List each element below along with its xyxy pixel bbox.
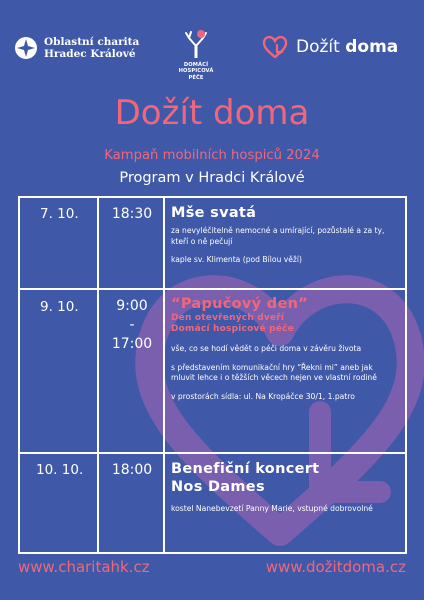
row2-title: “Papučový den” <box>171 296 309 312</box>
row2-paragraph-1: vše, co se hodí vědět o péči doma v závěru života <box>171 344 362 353</box>
row1-place: kaple sv. Klimenta (pod Bílou věží) <box>171 255 302 264</box>
row2-time-separator: - <box>129 317 135 333</box>
charita-cross-icon <box>14 36 38 60</box>
dozit-doma-logo <box>262 35 398 59</box>
row3-title-line2: Nos Dames <box>171 479 265 495</box>
row2-subtitle-2: Domácí hospicové péče <box>171 324 294 334</box>
hospic-name-line3: PÉČE <box>188 74 204 81</box>
table-divider-1 <box>97 196 99 554</box>
row3-time: 18:00 <box>111 462 153 478</box>
tree-icon <box>181 30 211 60</box>
row2-time-end: 17:00 <box>111 336 153 352</box>
row3-description: kostel Nanebevzetí Panny Marie, vstupné dobrovolné <box>171 504 373 513</box>
footer-link-dozitdoma[interactable]: www.dožitdoma.cz <box>265 558 406 576</box>
schedule-table <box>18 196 407 554</box>
table-divider-2 <box>163 196 165 554</box>
row2-event <box>171 296 399 402</box>
charita-logo <box>14 36 139 60</box>
hospic-name-line2: HOSPICOVÁ <box>178 68 214 75</box>
row2-paragraph-2: s představením komunikační hry “Řekni mi” aneb jak mluvit lehce i o těžších věcech nejen ve vlastní rodině <box>171 362 377 382</box>
row2-date: 9. 10. <box>40 299 79 315</box>
table-border-left <box>18 196 20 554</box>
table-border-bottom <box>18 552 407 554</box>
program-subtitle: Program v Hradci Králové <box>119 170 305 186</box>
table-border-top <box>18 196 407 198</box>
page-title: Dožít doma <box>114 93 310 133</box>
row2-paragraph-3: v prostorách sídla: ul. Na Kropáčce 30/1, 1.patro <box>171 391 355 401</box>
row2-subtitle-1: Den otevřených dveří <box>171 313 285 323</box>
row3-title-line1: Benefiční koncert <box>171 461 320 477</box>
row1-title: Mše svatá <box>171 205 257 221</box>
row1-event <box>171 204 399 266</box>
footer-link-charita[interactable]: www.charitahk.cz <box>18 558 150 576</box>
row1-date: 7. 10. <box>40 206 79 222</box>
row1-description: za nevyléčitelně nemocné a umírající, pozůstalé a za ty, kteří o ně pečují <box>171 226 385 246</box>
dozit-doma-wordmark: Dožít doma <box>296 37 399 57</box>
row2-time <box>102 297 162 354</box>
table-row-separator-1 <box>18 288 407 290</box>
campaign-subtitle: Kampaň mobilních hospiců 2024 <box>104 148 320 163</box>
charita-name-line2: Hradec Králové <box>44 48 136 60</box>
hospic-name-line1: DOMÁCÍ <box>183 62 209 68</box>
table-row-separator-2 <box>18 452 407 454</box>
table-border-right <box>405 196 407 554</box>
heart-logo-icon <box>262 35 288 59</box>
charita-name-line1: Oblastní charita <box>44 36 140 48</box>
row1-time: 18:30 <box>111 206 153 222</box>
row3-date: 10. 10. <box>36 462 84 478</box>
row2-time-start: 9:00 <box>116 298 148 314</box>
row3-event <box>171 460 399 515</box>
hospic-logo <box>166 30 226 81</box>
